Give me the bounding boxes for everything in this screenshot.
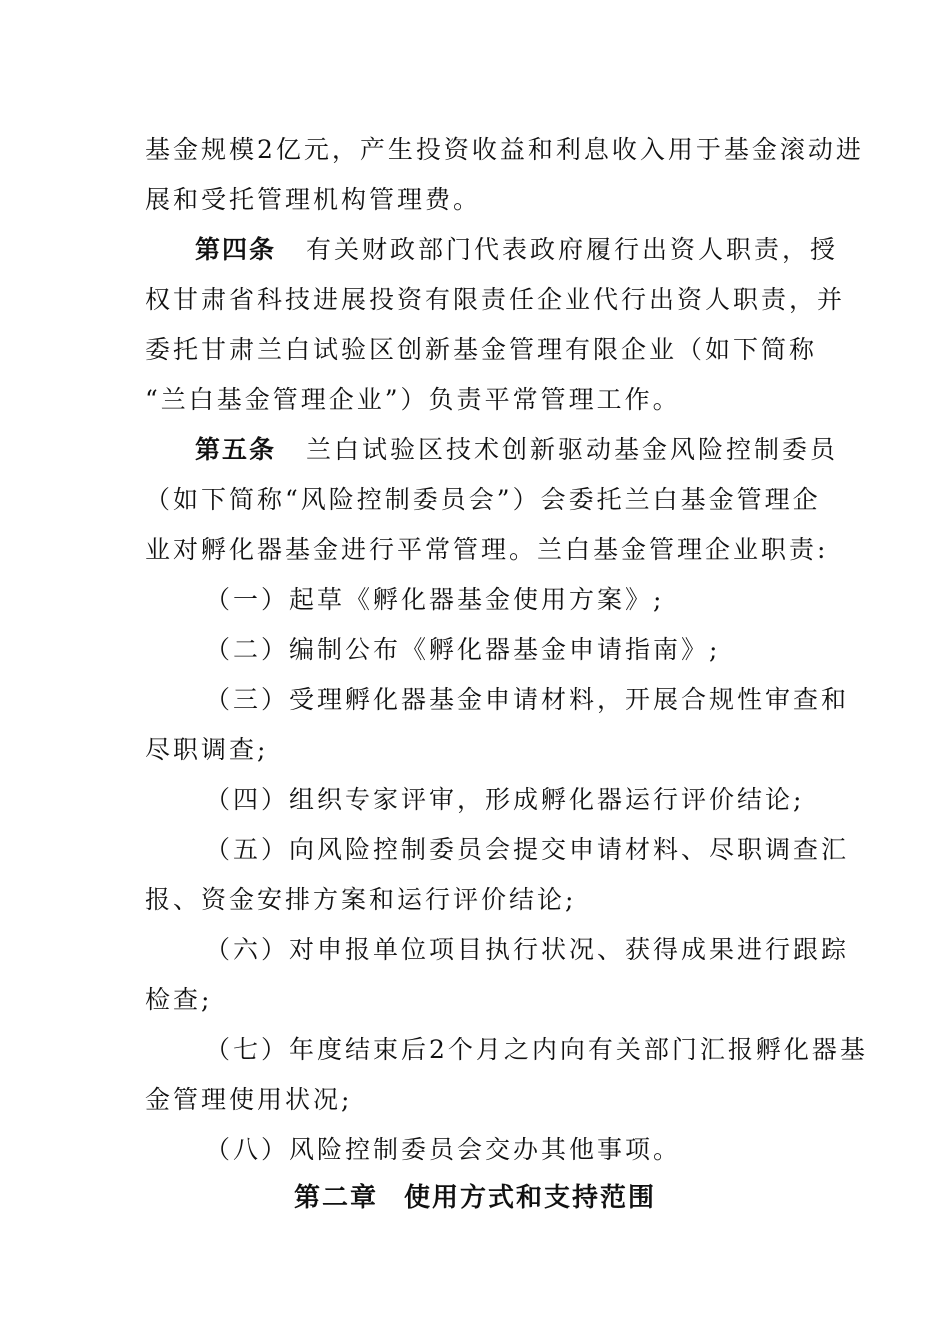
article-4-text: 有关财政部门代表政府履行出资人职责，授 [306,235,839,264]
article-5-first-line [195,435,839,465]
paragraph-line: 委托甘肃兰白试验区创新基金管理有限企业（如下简称 [145,335,818,364]
list-item: （七）年度结束后2个月之内向有关部门汇报孵化器基 [205,1035,868,1064]
list-item-continuation: 金管理使用状况; [145,1085,353,1114]
list-item: （二）编制公布《孵化器基金申请指南》; [205,635,721,664]
article-4-first-line [195,235,839,265]
list-item-continuation: 报、资金安排方案和运行评价结论; [145,885,577,914]
paragraph-line: 业对孵化器基金进行平常管理。兰白基金管理企业职责: [145,535,829,564]
list-item: （五）向风险控制委员会提交申请材料、尽职调查汇 [205,835,850,864]
list-item-continuation: 检查; [145,985,213,1014]
paragraph-line: “兰白基金管理企业”）负责平常管理工作。 [145,385,681,414]
chapter-heading [0,1183,950,1213]
chapter-title: 使用方式和支持范围 [404,1183,657,1213]
article-5-heading: 第五条 [195,435,277,464]
list-item: （三）受理孵化器基金申请材料，开展合规性审查和 [205,685,850,714]
paragraph-line: （如下简称“风险控制委员会”）会委托兰白基金管理企 [145,485,821,514]
paragraph-line: 展和受托管理机构管理费。 [145,185,482,214]
chapter-number: 第二章 [293,1183,378,1213]
article-5-text: 兰白试验区技术创新驱动基金风险控制委员 [306,435,839,464]
list-item: （六）对申报单位项目执行状况、获得成果进行跟踪 [205,935,850,964]
list-item: （八）风险控制委员会交办其他事项。 [205,1135,682,1164]
list-item: （一）起草《孵化器基金使用方案》; [205,585,665,614]
list-item: （四）组织专家评审，形成孵化器运行评价结论; [205,785,805,814]
list-item-continuation: 尽职调查; [145,735,269,764]
article-4-heading: 第四条 [195,235,277,264]
paragraph-line: 权甘肃省科技进展投资有限责任企业代行出资人职责，并 [145,285,846,314]
paragraph-line: 基金规模2亿元，产生投资收益和利息收入用于基金滚动进 [145,135,864,164]
